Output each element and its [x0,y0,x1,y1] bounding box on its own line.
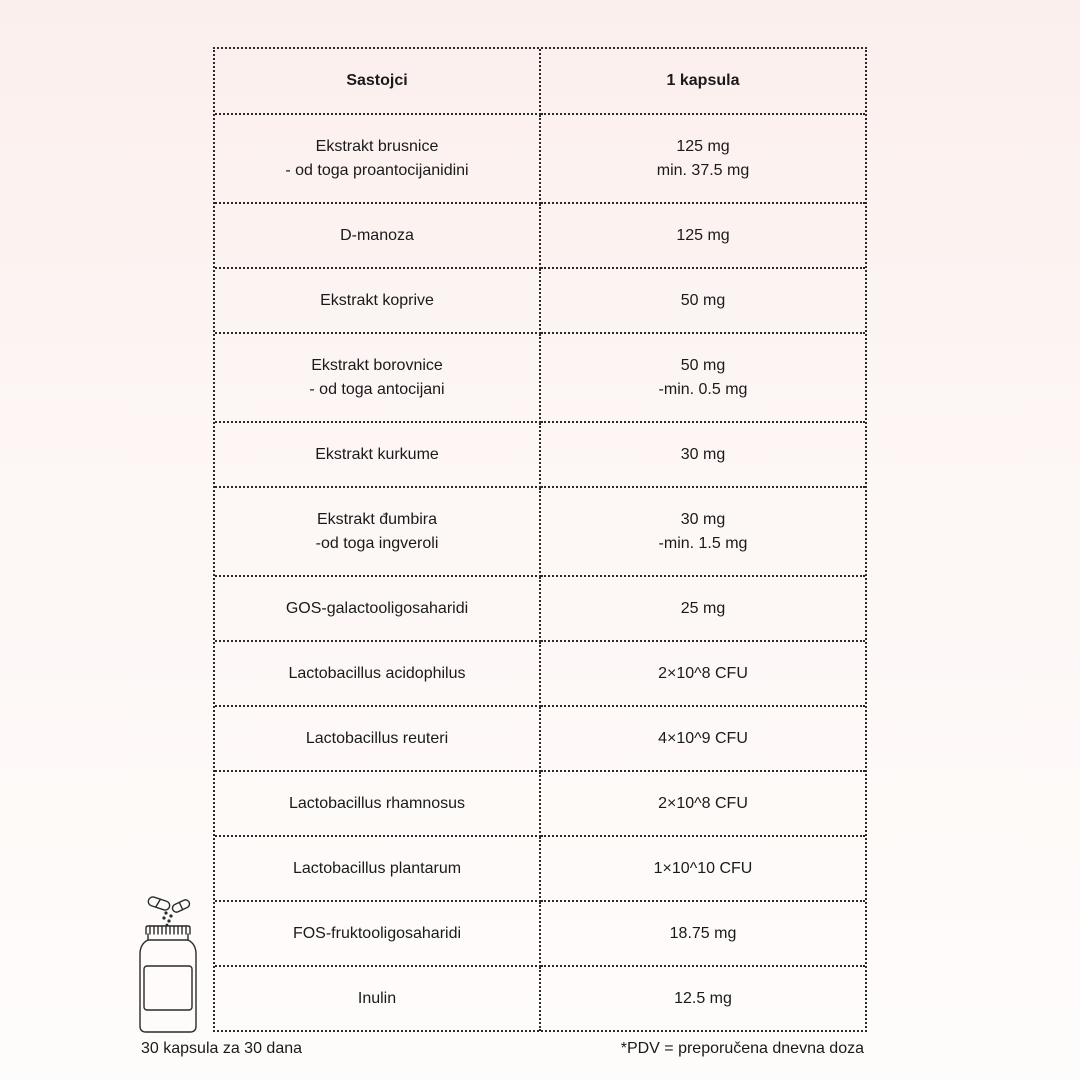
table-header-row [215,49,865,114]
table-row [215,706,865,771]
ingredient-cell [215,114,540,203]
ingredient-name: D-manoza [340,226,414,244]
ingredient-name: Ekstrakt brusnice [315,137,439,155]
table-row [215,901,865,966]
header-ingredients: Sastojci [215,49,540,114]
ingredient-cell [215,706,540,771]
amount-value: 30 mg [680,510,726,528]
table-row [215,487,865,576]
ingredient-cell [215,901,540,966]
ingredient-cell [215,836,540,901]
amount-cell [540,268,865,333]
ingredient-cell [215,268,540,333]
ingredient-subname: - od toga antocijani [309,380,445,398]
ingredient-name: Ekstrakt đumbira [316,510,438,528]
amount-cell [540,641,865,706]
ingredient-cell [215,771,540,836]
amount-value: 1×10^10 CFU [653,859,753,877]
table-row [215,771,865,836]
amount-cell [540,901,865,966]
capsule-count-note: 30 kapsula za 30 dana [141,1040,303,1057]
amount-cell [540,706,865,771]
amount-value: 25 mg [680,599,726,617]
amount-subvalue: -min. 0.5 mg [658,380,748,398]
ingredient-name: Lactobacillus acidophilus [288,664,466,682]
ingredient-cell [215,641,540,706]
ingredient-cell [215,966,540,1031]
amount-value: 18.75 mg [669,924,737,942]
ingredient-name: Ekstrakt borovnice [311,356,443,374]
ingredient-name: Ekstrakt koprive [320,291,434,309]
amount-subvalue: -min. 1.5 mg [658,534,748,552]
header-amount-per-capsule: 1 kapsula [540,49,865,114]
ingredient-cell [215,422,540,487]
amount-value: 12.5 mg [674,990,732,1007]
amount-value: 2×10^8 CFU [658,664,748,682]
amount-value: 2×10^8 CFU [658,794,748,812]
table-row [215,576,865,641]
ingredient-name: FOS-fruktooligosaharidi [292,924,462,942]
amount-cell [540,966,865,1031]
amount-value: 50 mg [680,356,726,374]
ingredient-cell [215,333,540,422]
table-row [215,641,865,706]
amount-value: 30 mg [680,445,726,463]
ingredient-name: Lactobacillus plantarum [292,859,462,877]
table-row [215,422,865,487]
amount-cell [540,771,865,836]
table-row [215,114,865,203]
amount-cell [540,487,865,576]
table-row [215,268,865,333]
amount-value: 4×10^9 CFU [658,729,748,747]
ingredient-cell [215,203,540,268]
amount-value: 125 mg [676,137,730,155]
table-row [215,966,865,1031]
ingredient-subname: -od toga ingveroli [315,534,439,552]
table-row [215,836,865,901]
amount-value: 50 mg [680,291,726,309]
amount-cell [540,203,865,268]
amount-cell [540,576,865,641]
amount-value: 125 mg [676,226,730,244]
ingredients-table [213,47,867,1032]
table-row [215,203,865,268]
ingredient-name: Lactobacillus reuteri [305,729,449,747]
amount-cell [540,114,865,203]
ingredient-cell [215,487,540,576]
amount-subvalue: min. 37.5 mg [656,161,750,179]
capsule-jar-icon [136,894,202,1034]
ingredient-name: GOS-galactooligosaharidi [285,599,469,617]
amount-cell [540,422,865,487]
amount-cell [540,836,865,901]
pdv-footnote: *PDV = preporučena dnevna doza [620,1040,864,1057]
ingredient-subname: - od toga proantocijanidini [285,161,469,179]
ingredient-name: Ekstrakt kurkume [315,445,439,463]
ingredient-name: Lactobacillus rhamnosus [288,794,466,812]
amount-cell [540,333,865,422]
ingredient-cell [215,576,540,641]
table-row [215,333,865,422]
ingredient-name: Inulin [357,990,397,1007]
